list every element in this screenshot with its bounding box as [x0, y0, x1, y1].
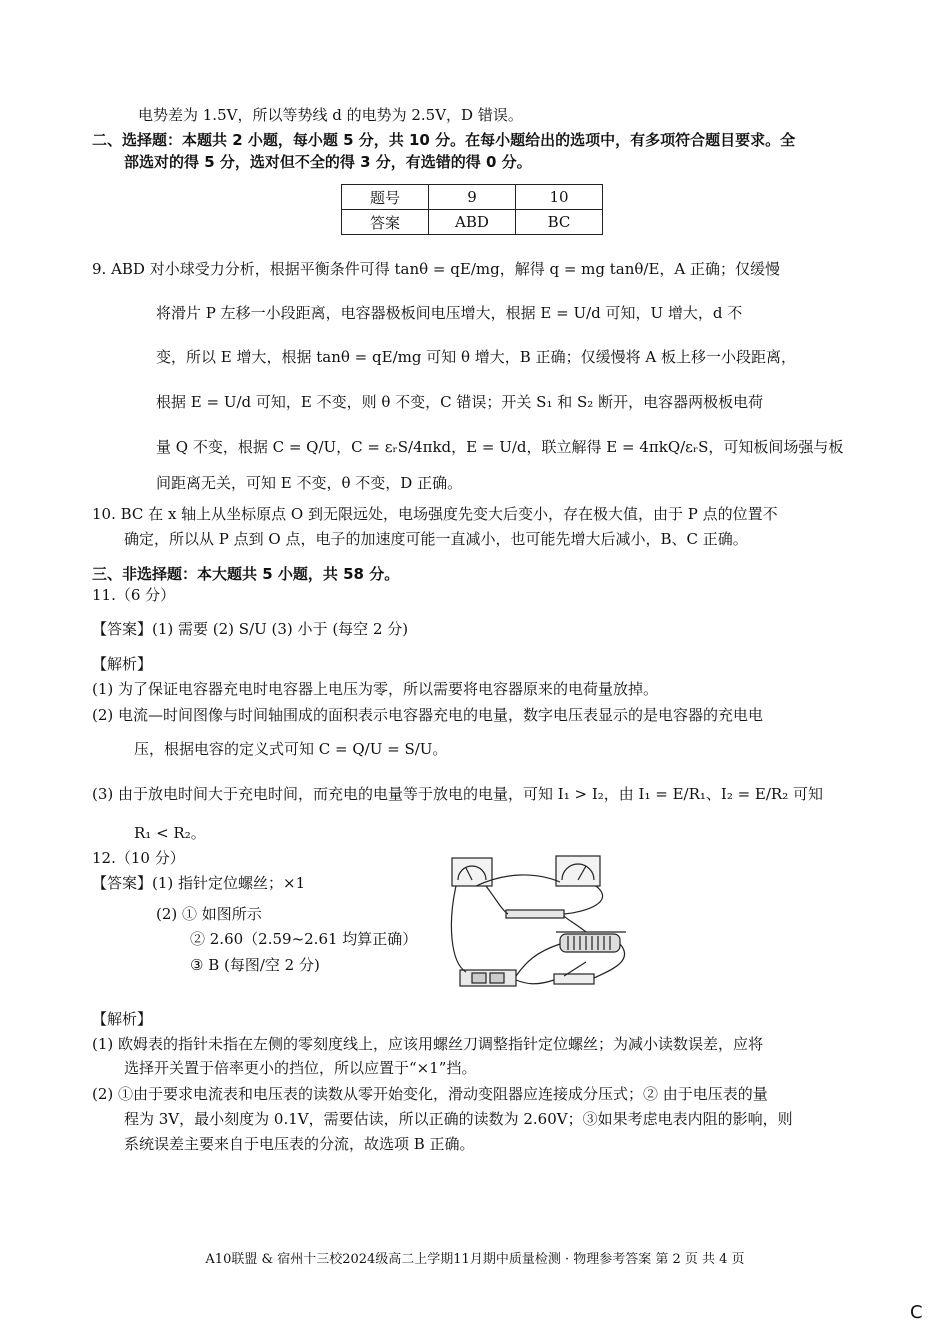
page-footer: A10联盟 & 宿州十三校2024级高二上学期11月期中质量检测 · 物理参考答案 第 2 页 共 4 页: [205, 1252, 745, 1267]
q10-line-2: 确定，所以从 P 点到 O 点，电子的加速度可能一直减小，也可能先增大后减小，B、C 正确。: [124, 530, 748, 548]
q12-analysis-5: 系统误差主要来自于电压表的分流，故选项 B 正确。: [124, 1135, 475, 1153]
continuation-line: 电势差为 1.5V，所以等势线 d 的电势为 2.5V，D 错误。: [138, 106, 523, 124]
table-cell: 10: [516, 185, 603, 210]
q12-analysis-1: (1) 欧姆表的指针未指在左侧的零刻度线上，应该用螺丝刀调整指针定位螺丝；为减小读数误差，应将: [92, 1035, 764, 1053]
q11-analysis-4: (3) 由于放电时间大于充电时间，而充电的电量等于放电的电量，可知 I₁ > I₂，由 I₁ = E/R₁、I₂ = E/R₂ 可知: [92, 785, 824, 803]
q11-analysis-1: (1) 为了保证电容器充电时电容器上电压为零，所以需要将电容器原来的电荷量放掉。: [92, 680, 659, 698]
table-cell: 答案: [342, 210, 429, 235]
q9-line-1: 9. ABD 对小球受力分析，根据平衡条件可得 tanθ = qE/mg，解得 q = mg tanθ/E，A 正确；仅缓慢: [92, 260, 781, 278]
q12-answer-2: (2) ① 如图所示: [156, 905, 262, 923]
table-cell: 题号: [342, 185, 429, 210]
section3-heading: 三、非选择题：本大题共 5 小题，共 58 分。: [92, 565, 400, 583]
q10-line-1: 10. BC 在 x 轴上从坐标原点 O 到无限远处，电场强度先变大后变小，存在极大值，由于 P 点的位置不: [92, 505, 778, 523]
table-cell: BC: [516, 210, 603, 235]
q12-analysis-2: 选择开关置于倍率更小的挡位，所以应置于“×1”挡。: [124, 1059, 477, 1077]
q12-answer-3: ② 2.60（2.59~2.61 均算正确）: [190, 930, 418, 948]
q12-answer-1: 【答案】(1) 指针定位螺丝；×1: [92, 874, 306, 892]
answer-table: [341, 184, 603, 235]
q11-analysis-5: R₁ < R₂。: [134, 824, 206, 842]
table-row: [342, 210, 603, 235]
q11-answer: 【答案】(1) 需要 (2) S/U (3) 小于 (每空 2 分): [92, 620, 409, 638]
table-row: [342, 185, 603, 210]
section2-heading-1: 二、选择题：本题共 2 小题，每小题 5 分，共 10 分。在每小题给出的选项中，有多项符合题目要求。全: [92, 131, 796, 149]
q12-title: 12.（10 分）: [92, 849, 185, 867]
circuit-diagram: [436, 852, 648, 997]
q9-line-5: 量 Q 不变，根据 C = Q/U，C = εᵣS/4πkd，E = U/d，联立解得 E = 4πkQ/εᵣS，可知板间场强与板: [156, 438, 844, 456]
q9-line-6: 间距离无关，可知 E 不变，θ 不变，D 正确。: [156, 474, 463, 492]
table-cell: ABD: [429, 210, 516, 235]
q12-answer-4: ③ B (每图/空 2 分): [190, 956, 320, 974]
q11-analysis-3: 压，根据电容的定义式可知 C = Q/U = S/U。: [134, 740, 448, 758]
q9-line-2: 将滑片 P 左移一小段距离，电容器极板间电压增大，根据 E = U/d 可知，U 增大，d 不: [156, 304, 743, 322]
q11-title: 11.（6 分）: [92, 586, 176, 604]
table-cell: 9: [429, 185, 516, 210]
section2-heading-2: 部选对的得 5 分，选对但不全的得 3 分，有选错的得 0 分。: [124, 153, 532, 171]
q11-analysis-label: 【解析】: [92, 655, 153, 673]
q11-analysis-2: (2) 电流—时间图像与时间轴围成的面积表示电容器充电的电量，数字电压表显示的是电容器的充电电: [92, 706, 764, 724]
q9-line-4: 根据 E = U/d 可知，E 不变，则 θ 不变，C 错误；开关 S₁ 和 S₂ 断开，电容器两极板电荷: [156, 393, 764, 411]
corner-mark: C: [910, 1302, 923, 1323]
q9-line-3: 变，所以 E 增大，根据 tanθ = qE/mg 可知 θ 增大，B 正确；仅缓慢将 A 板上移一小段距离，: [156, 348, 796, 366]
q12-analysis-label: 【解析】: [92, 1010, 153, 1028]
q12-analysis-3: (2) ①由于要求电流表和电压表的读数从零开始变化，滑动变阻器应连接成分压式；② 由于电压表的量: [92, 1085, 768, 1103]
q12-analysis-4: 程为 3V，最小刻度为 0.1V，需要估读，所以正确的读数为 2.60V；③如果考虑电表内阻的影响，则: [124, 1110, 793, 1128]
